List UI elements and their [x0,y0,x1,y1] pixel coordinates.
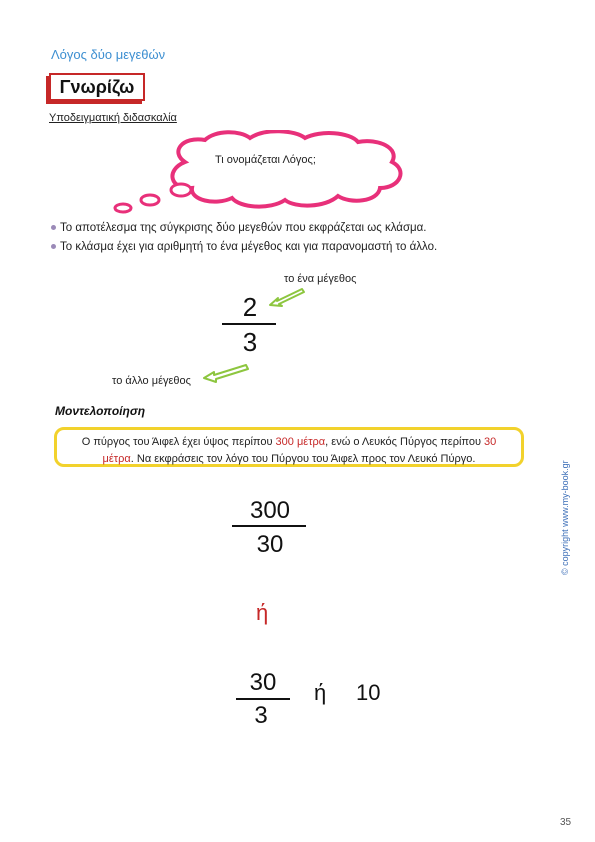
cloud-question: Τι ονομάζεται Λόγος; [215,154,316,166]
denominator-label: το άλλο μέγεθος [112,375,191,387]
answer-denominator: 3 [254,702,268,729]
arrow-icon [202,362,250,384]
example-denominator: 3 [242,327,258,357]
know-label: Γνωρίζω [59,76,135,97]
problem-text: . Να εκφράσεις τον λόγο του Πύργου του Άιφελ προς τον Λευκό Πύργο. [130,453,476,465]
subheading: Υποδειγματική διδασκαλία [49,112,177,124]
answer-numerator: 30 [249,669,277,696]
bullet-text: Το κλάσμα έχει για αριθμητή το ένα μέγεθος και για παρανομαστή το άλλο. [60,241,438,253]
problem-box [54,427,524,467]
fraction-bar [222,323,276,325]
final-answer: 10 [356,680,381,705]
bullet-dot-icon [51,225,56,230]
fraction-bar [232,525,306,527]
example-numerator: 2 [242,292,258,322]
arrow-icon [268,286,308,308]
modelling-heading: Μοντελοποίηση [55,404,146,418]
know-badge [49,73,145,101]
fraction-bar [236,698,290,700]
page-number: 35 [560,817,572,828]
answer-numerator: 300 [249,497,291,524]
bullet-text: Το αποτέλεσμα της σύγκρισης δύο μεγεθών που εκφράζεται ως κλάσμα. [60,222,427,234]
bullet-dot-icon [51,244,56,249]
problem-value: 300 μέτρα [275,436,326,448]
copyright-notice: © copyright www.my-book.gr [560,460,570,575]
problem-text: , ενώ ο Λευκός Πύργος περίπου [325,436,485,448]
problem-text: Ο πύργος του Άιφελ έχει ύψος περίπου [81,436,276,448]
numerator-label: το ένα μέγεθος [284,273,357,285]
or-word: ή [314,680,327,705]
thought-cloud-icon [110,130,440,220]
answer-denominator: 30 [256,531,284,558]
bullet-item [51,241,437,253]
topic-title: Λόγος δύο μεγεθών [51,47,166,62]
bullet-item [51,222,427,234]
or-word: ή [256,600,269,625]
problem-value: 30 μέτρα [102,436,497,465]
